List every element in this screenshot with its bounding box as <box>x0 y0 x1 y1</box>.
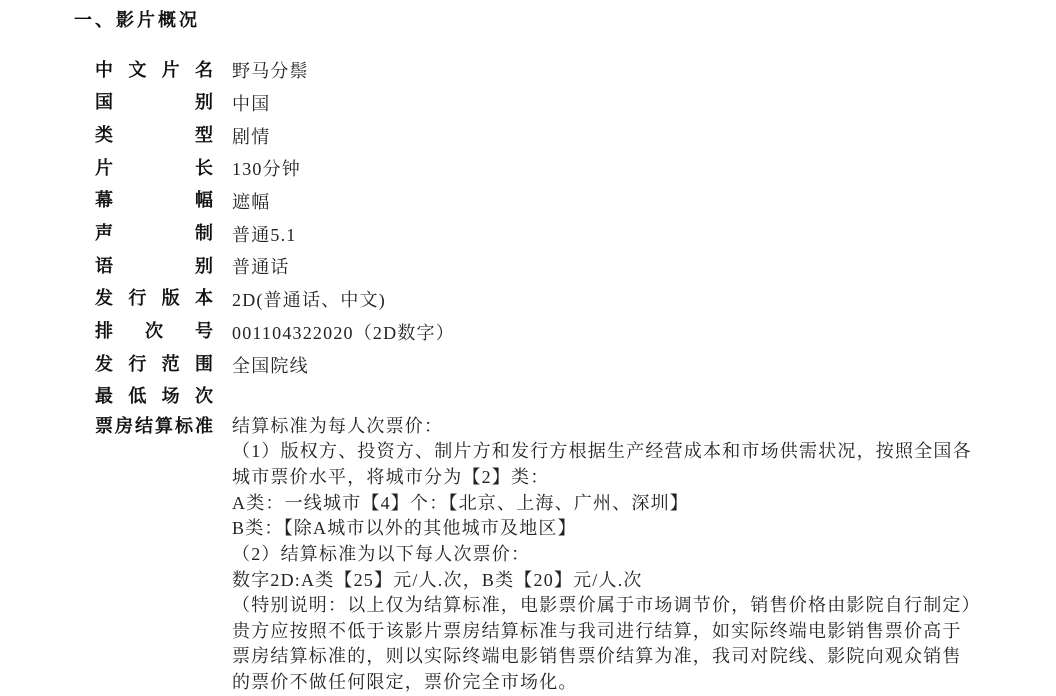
settlement-line: 城市票价水平，将城市分为【2】类： <box>232 466 550 487</box>
label-char: 次 <box>145 321 163 342</box>
field-label <box>95 319 213 345</box>
label-char: 最 <box>95 386 113 407</box>
label-char: 行 <box>128 353 147 374</box>
label-char: 版 <box>161 288 180 309</box>
field-row-aspect <box>95 185 1035 218</box>
label-char: 发 <box>95 353 113 374</box>
field-value: 中国 <box>232 94 271 115</box>
field-label <box>95 384 213 410</box>
field-value: 130分钟 <box>232 159 301 180</box>
field-value: 剧情 <box>232 126 271 147</box>
label-char: 幅 <box>195 190 213 211</box>
field-row-serial-number <box>95 316 1035 349</box>
settlement-line: 的票价不做任何限定，票价完全市场化。 <box>232 672 578 693</box>
label-char: 票 <box>95 415 113 436</box>
settlement-line: 数字2D:A类【25】元/人.次，B类【20】元/人.次 <box>232 569 643 590</box>
settlement-paragraph <box>232 414 1032 696</box>
settlement-line: （2）结算标准为以下每人次票价： <box>232 543 531 564</box>
label-char: 范 <box>161 353 180 374</box>
field-label <box>95 352 213 378</box>
field-row-genre <box>95 119 1035 152</box>
label-char: 长 <box>195 157 213 178</box>
field-value: 遮幅 <box>232 192 271 213</box>
label-char: 名 <box>194 59 213 80</box>
label-char: 别 <box>195 255 213 276</box>
field-row-runtime <box>95 152 1035 185</box>
settlement-line: B类：【除A城市以外的其他城市及地区】 <box>232 518 577 539</box>
label-char: 制 <box>195 222 213 243</box>
settlement-line: 贵方应按照不低于该影片票房结算标准与我司进行结算，如实际终端电影销售票价高于 <box>232 620 962 641</box>
field-value: 野马分鬃 <box>232 61 309 82</box>
label-char: 发 <box>95 288 113 309</box>
label-char: 国 <box>95 92 113 113</box>
label-char: 号 <box>195 321 213 342</box>
label-char: 中 <box>95 59 113 80</box>
field-value: 2D(普通话、中文) <box>232 290 386 311</box>
field-row-country <box>95 87 1035 120</box>
label-char: 标 <box>175 415 193 436</box>
field-row-box-office-settlement <box>95 414 1035 696</box>
field-label <box>95 123 213 149</box>
label-char: 片 <box>95 157 113 178</box>
field-label <box>95 414 213 440</box>
settlement-line: 结算标准为每人次票价： <box>232 415 444 436</box>
film-overview-fields <box>95 54 1035 696</box>
field-row-sound <box>95 217 1035 250</box>
label-char: 型 <box>195 124 213 145</box>
field-label <box>95 90 213 116</box>
label-char: 声 <box>95 222 113 243</box>
label-char: 次 <box>194 386 213 407</box>
label-char: 类 <box>95 124 113 145</box>
settlement-line: 票房结算标准的，则以实际终端电影销售票价结算为准，我司对院线、影院向观众销售 <box>232 646 962 667</box>
field-row-distribution-scope <box>95 348 1035 381</box>
label-char: 别 <box>195 92 213 113</box>
label-char: 低 <box>128 386 147 407</box>
field-label <box>95 188 213 214</box>
label-char: 场 <box>161 386 180 407</box>
label-char: 行 <box>128 288 147 309</box>
field-label <box>95 221 213 247</box>
settlement-line: （特别说明：以上仅为结算标准，电影票价属于市场调节价，销售价格由影院自行制定） <box>232 595 981 616</box>
field-row-minimum-screenings <box>95 381 1035 414</box>
field-label <box>95 286 213 312</box>
label-char: 围 <box>194 353 213 374</box>
label-char: 幕 <box>95 190 113 211</box>
settlement-line: A类：一线城市【4】个：【北京、上海、广州、深圳】 <box>232 492 689 513</box>
label-char: 准 <box>195 415 213 436</box>
field-label <box>95 156 213 182</box>
field-row-chinese-title <box>95 54 1035 87</box>
label-char: 文 <box>128 59 147 80</box>
field-label <box>95 58 213 84</box>
field-value: 普通话 <box>232 257 290 278</box>
label-char: 算 <box>155 415 173 436</box>
label-char: 排 <box>95 321 113 342</box>
field-value: 普通5.1 <box>232 224 297 245</box>
label-char: 本 <box>194 288 213 309</box>
field-row-release-version <box>95 283 1035 316</box>
section-title: 一、影片概况 <box>74 10 200 30</box>
field-label <box>95 254 213 280</box>
label-char: 片 <box>161 59 180 80</box>
field-value: 001104322020（2D数字） <box>232 322 455 343</box>
settlement-line: （1）版权方、投资方、制片方和发行方根据生产经营成本和市场供需状况，按照全国各 <box>232 441 972 462</box>
label-char: 语 <box>95 255 113 276</box>
label-char: 房 <box>115 415 133 436</box>
label-char: 结 <box>135 415 153 436</box>
field-value: 全国院线 <box>232 355 309 376</box>
field-row-language <box>95 250 1035 283</box>
